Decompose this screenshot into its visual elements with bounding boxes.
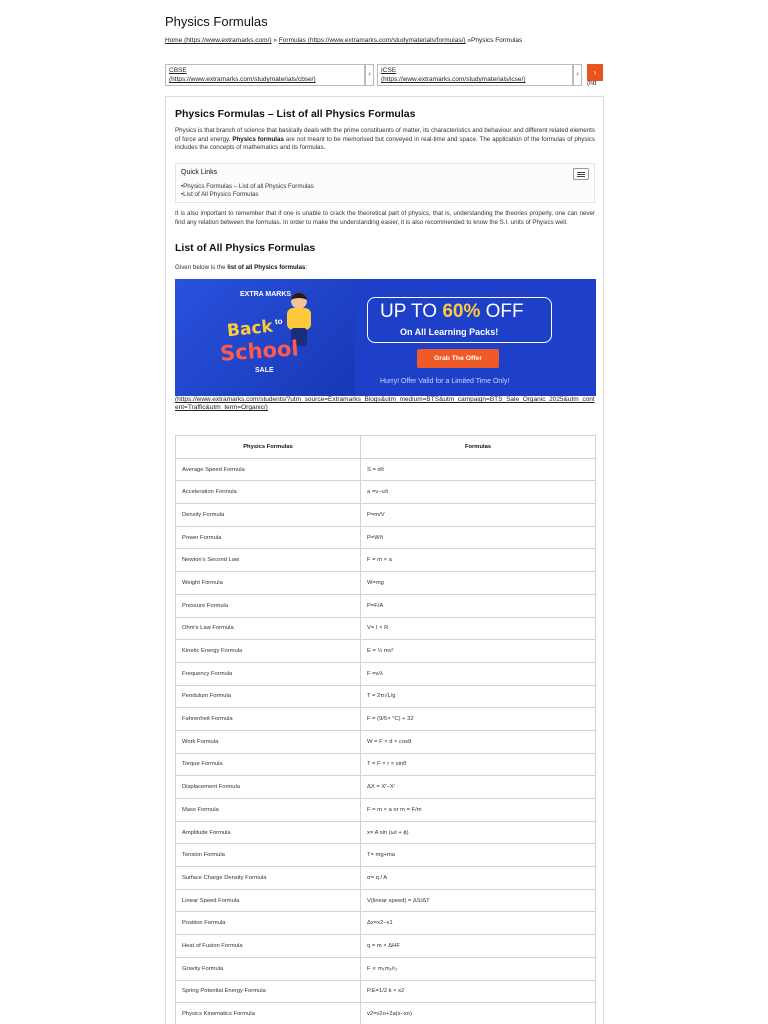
quick-link-bullet: • — [181, 183, 184, 190]
banner-back-text: Back — [226, 316, 274, 342]
intro-paragraph — [175, 127, 595, 153]
formula-value-cell: x= A sin (ωt + ϕ) — [361, 821, 596, 844]
formula-value-cell: q = m × ΔHF — [361, 935, 596, 958]
formula-name-cell: Surface Charge Density Formula — [176, 867, 361, 890]
formula-name-cell: Power Formula — [176, 526, 361, 549]
cbse-dropdown-arrow-icon[interactable]: › — [365, 64, 374, 86]
formula-value-cell: T= mg+ma — [361, 844, 596, 867]
formula-value-cell: v2=v2o+2a(x−xo) — [361, 1003, 596, 1024]
formula-name-cell: Newton's Second Law — [176, 549, 361, 572]
icse-dropdown-arrow-icon[interactable]: › — [573, 64, 582, 86]
formula-name-cell: Frequency Formula — [176, 662, 361, 685]
table-row — [176, 708, 596, 731]
table-row — [176, 549, 596, 572]
table-row — [176, 685, 596, 708]
breadcrumb-home-link[interactable]: Home (https://www.extramarks.com/) — [165, 37, 272, 44]
formula-name-cell: Weight Formula — [176, 572, 361, 595]
formula-value-cell: W=mg — [361, 572, 596, 595]
formula-name-cell: Physics Kinematics Formula — [176, 1003, 361, 1024]
quick-link-bullet: • — [181, 191, 184, 198]
offer-upto: UP TO — [380, 301, 438, 322]
formula-value-cell: T = 2π√L/g — [361, 685, 596, 708]
toc-toggle-icon[interactable] — [573, 168, 589, 180]
table-row — [176, 662, 596, 685]
formula-name-cell: Linear Speed Formula — [176, 889, 361, 912]
given-below-text — [175, 264, 595, 273]
breadcrumb-formulas-link[interactable]: Formulas (https://www.extramarks.com/studymaterials/formulas/) — [278, 37, 466, 44]
quick-link-text[interactable]: List of All Physics Formulas — [183, 191, 259, 198]
cbse-selector[interactable] — [165, 64, 365, 86]
breadcrumb-separator: » — [273, 37, 277, 44]
offer-headline — [380, 301, 524, 323]
formula-name-cell: Pendulum Formula — [176, 685, 361, 708]
formula-name-cell: Position Formula — [176, 912, 361, 935]
banner-link[interactable]: (https://www.extramarks.com/students/?utm_source=Extramarks_Blogs&utm_medium=BTS&utm_campaign=BTS_Sale_Organic_2025&utm_content=Traffic&utm_term=Organic/) — [175, 396, 595, 412]
banner-to-text: to — [274, 316, 284, 327]
formula-name-cell: Fahrenheit Formula — [176, 708, 361, 731]
offer-subtitle: On All Learning Packs! — [400, 327, 499, 337]
offer-off: OFF — [485, 301, 524, 322]
table-body — [176, 458, 596, 1024]
article-content — [165, 96, 604, 1024]
table-row — [176, 957, 596, 980]
next-selector-url[interactable]: (htt — [587, 80, 597, 87]
table-row — [176, 572, 596, 595]
table-row — [176, 594, 596, 617]
next-arrow-button[interactable]: › — [587, 64, 603, 81]
table-row — [176, 458, 596, 481]
formula-name-cell: Displacement Formula — [176, 776, 361, 799]
table-row — [176, 844, 596, 867]
list-heading: List of All Physics Formulas — [175, 242, 316, 254]
formula-value-cell: σ= q / A — [361, 867, 596, 890]
offer-validity-text: Hurry! Offer Valid for a Limited Time Only! — [380, 378, 510, 385]
formula-value-cell: P.E=1/2 k × x2 — [361, 980, 596, 1003]
breadcrumb-current: Physics Formulas — [471, 37, 523, 44]
intro-text-2: are not meant to be memorised but conveyed in real-time and space. The application of the formulas of physics includes the concepts of mathematics and its formulas. — [175, 135, 595, 152]
banner-school-text: School — [219, 336, 300, 366]
formula-name-cell: Gravity Formula — [176, 957, 361, 980]
table-row — [176, 776, 596, 799]
icse-url[interactable]: (https://www.extramarks.com/studymaterials/icse/) — [381, 76, 526, 83]
table-row — [176, 526, 596, 549]
formula-value-cell: P=F/A — [361, 594, 596, 617]
si-units-paragraph: It is also important to remember that if one is unable to crack the theoretical part of physics, that is, understanding the theories properly, one can never find any relation between the formulas. In order to make the understanding easier, it is also recommended to know the S.I. units of Physics well. — [175, 210, 595, 226]
table-row — [176, 481, 596, 504]
formula-value-cell: P=W/t — [361, 526, 596, 549]
formula-value-cell: ΔX = Xᶠ−Xⁱ — [361, 776, 596, 799]
table-row — [176, 980, 596, 1003]
page-title: Physics Formulas — [165, 14, 268, 29]
formula-value-cell: F = m × a or m = F/m — [361, 799, 596, 822]
table-row — [176, 935, 596, 958]
intro-text-1: Physics is that branch of science that basically deals with the prime constituents of matter, its characteristics and behaviour and different related elements of force and energy. — [175, 127, 595, 143]
formula-value-cell: E = ½ mv² — [361, 640, 596, 663]
formula-value-cell: F = m × a — [361, 549, 596, 572]
formula-name-cell: Mass Formula — [176, 799, 361, 822]
banner-sale-text: SALE — [255, 367, 274, 374]
cbse-label[interactable]: CBSE — [169, 67, 187, 74]
icse-label[interactable]: ICSE — [381, 67, 397, 74]
table-header-row — [176, 436, 596, 459]
physics-formulas-table — [175, 435, 596, 1024]
formula-name-cell: Acceleration Formula — [176, 481, 361, 504]
intro-bold-term: Physics formulas — [232, 135, 284, 143]
formula-value-cell: Δx=x2−x1 — [361, 912, 596, 935]
formula-name-cell: Average Speed Formula — [176, 458, 361, 481]
icse-selector[interactable] — [377, 64, 573, 86]
formula-name-cell: Kinetic Energy Formula — [176, 640, 361, 663]
table-row — [176, 821, 596, 844]
grab-offer-button[interactable]: Grab The Offer — [417, 349, 499, 368]
formula-name-cell: Tension Formula — [176, 844, 361, 867]
formula-name-cell: Amplitude Formula — [176, 821, 361, 844]
article-heading: Physics Formulas – List of all Physics Formulas — [175, 108, 416, 120]
formula-value-cell: F = (9/5× °C) + 32 — [361, 708, 596, 731]
formula-name-cell: Work Formula — [176, 730, 361, 753]
back-to-school-banner[interactable] — [175, 279, 596, 396]
extramarks-logo: EXTRA MARKS — [240, 291, 292, 298]
formula-name-cell: Density Formula — [176, 504, 361, 527]
formula-value-cell: S = d/t — [361, 458, 596, 481]
formula-value-cell: P=m/V — [361, 504, 596, 527]
table-header-cell: Physics Formulas — [176, 436, 361, 459]
cbse-url[interactable]: (https://www.extramarks.com/studymaterials/cbse/) — [169, 76, 316, 83]
offer-percent: 60% — [442, 301, 481, 322]
table-row — [176, 912, 596, 935]
formula-name-cell: Heat of Fusion Formula — [176, 935, 361, 958]
formula-value-cell: T = F × r × sinθ — [361, 753, 596, 776]
breadcrumb-separator: » — [467, 37, 471, 44]
table-row — [176, 617, 596, 640]
formula-name-cell: Torque Formula — [176, 753, 361, 776]
formula-name-cell: Pressure Formula — [176, 594, 361, 617]
table-row — [176, 889, 596, 912]
given-text-post: : — [305, 264, 308, 271]
quick-link-item[interactable] — [181, 191, 258, 198]
quick-links-title: Quick Links — [181, 169, 218, 176]
formula-value-cell: V= I × R — [361, 617, 596, 640]
table-row — [176, 867, 596, 890]
breadcrumb — [165, 37, 522, 44]
table-row — [176, 730, 596, 753]
table-row — [176, 799, 596, 822]
given-text-bold: list of all Physics formulas — [227, 264, 306, 271]
formula-name-cell: Ohm's Law Formula — [176, 617, 361, 640]
table-row — [176, 640, 596, 663]
formula-value-cell: V(linear speed) = ΔS/ΔT — [361, 889, 596, 912]
formula-value-cell: W = F × d × cosθ — [361, 730, 596, 753]
formula-value-cell: F ∝ m₁m₂/r₂ — [361, 957, 596, 980]
table-header-cell: Formulas — [361, 436, 596, 459]
quick-links-box — [175, 163, 595, 203]
table-row — [176, 504, 596, 527]
table-row — [176, 1003, 596, 1024]
quick-link-text[interactable]: Physics Formulas – List of all Physics Formulas — [183, 183, 314, 190]
formula-value-cell: F =v/λ — [361, 662, 596, 685]
formula-value-cell: a =v−u/t — [361, 481, 596, 504]
given-text-pre: Given below is the — [175, 264, 226, 271]
formula-name-cell: Spring Potential Energy Formula — [176, 980, 361, 1003]
quick-link-item[interactable] — [181, 183, 314, 190]
table-row — [176, 753, 596, 776]
